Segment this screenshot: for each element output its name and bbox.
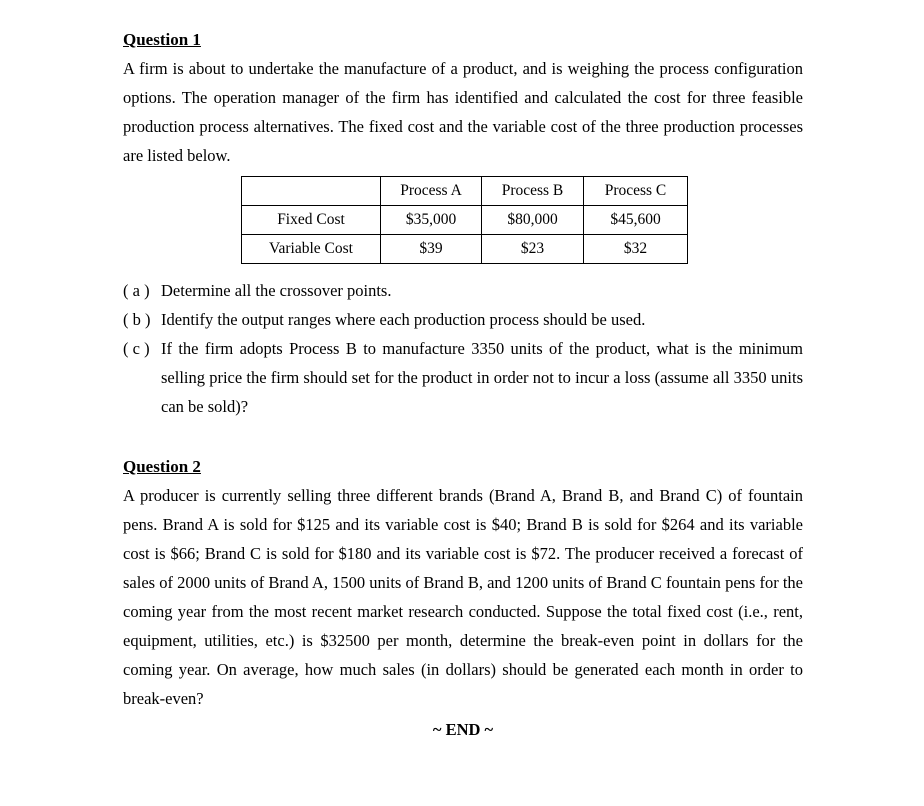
part-label: ( b ): [123, 310, 151, 329]
part-label: ( c ): [123, 339, 150, 358]
list-item: [123, 305, 803, 334]
table-row-label: Fixed Cost: [242, 206, 381, 235]
cost-table: [241, 176, 688, 264]
table-header-cell: Process C: [584, 177, 688, 206]
table-header-cell: Process A: [381, 177, 482, 206]
part-text: If the firm adopts Process B to manufacture 3350 units of the product, what is the minimum selling price the firm should set for the product in order not to incur a loss (assume all 3350 units can be sold)?: [161, 339, 803, 416]
part-label: ( a ): [123, 281, 150, 300]
table-cell: $23: [482, 235, 584, 264]
question-1-heading: Question 1: [123, 30, 201, 49]
question-2-heading: Question 2: [123, 457, 201, 476]
question-2-body: A producer is currently selling three different brands (Brand A, Brand B, and Brand C) of fountain pens. Brand A is sold for $125 and its variable cost is $40; Brand B is sold for $264 and its variable cost is $66; Brand C is sold for $180 and its variable cost is $72. The producer received a forecast of sales of 2000 units of Brand A, 1500 units of Brand B, and 1200 units of Brand C fountain pens for the coming year from the most recent market research conducted. Suppose the total fixed cost (i.e., rent, equipment, utilities, etc.) is $32500 per month, determine the break-even point in dollars for the coming year. On average, how much sales (in dollars) should be generated each month in order to break-even?: [123, 486, 803, 708]
table-cell: $35,000: [381, 206, 482, 235]
list-item: [123, 276, 803, 305]
table-header-row: [242, 177, 688, 206]
table-header-cell: Process B: [482, 177, 584, 206]
table-cell: $32: [584, 235, 688, 264]
list-item: [123, 334, 803, 421]
table-row: [242, 206, 688, 235]
table-cell: $39: [381, 235, 482, 264]
table-cell: $80,000: [482, 206, 584, 235]
end-marker: ~ END ~: [432, 720, 494, 739]
table-row: [242, 235, 688, 264]
table-cell: $45,600: [584, 206, 688, 235]
table-row-label: Variable Cost: [242, 235, 381, 264]
question-1-parts: [123, 276, 803, 421]
document-page: [123, 30, 803, 744]
question-1-intro: A firm is about to undertake the manufacture of a product, and is weighing the process configuration options. The operation manager of the firm has identified and calculated the cost for three feasible production process alternatives. The fixed cost and the variable cost of the three production processes are listed below.: [123, 59, 803, 165]
part-text: Determine all the crossover points.: [161, 281, 392, 300]
part-text: Identify the output ranges where each production process should be used.: [161, 310, 646, 329]
table-header-cell: [242, 177, 381, 206]
question-2: [123, 457, 803, 713]
